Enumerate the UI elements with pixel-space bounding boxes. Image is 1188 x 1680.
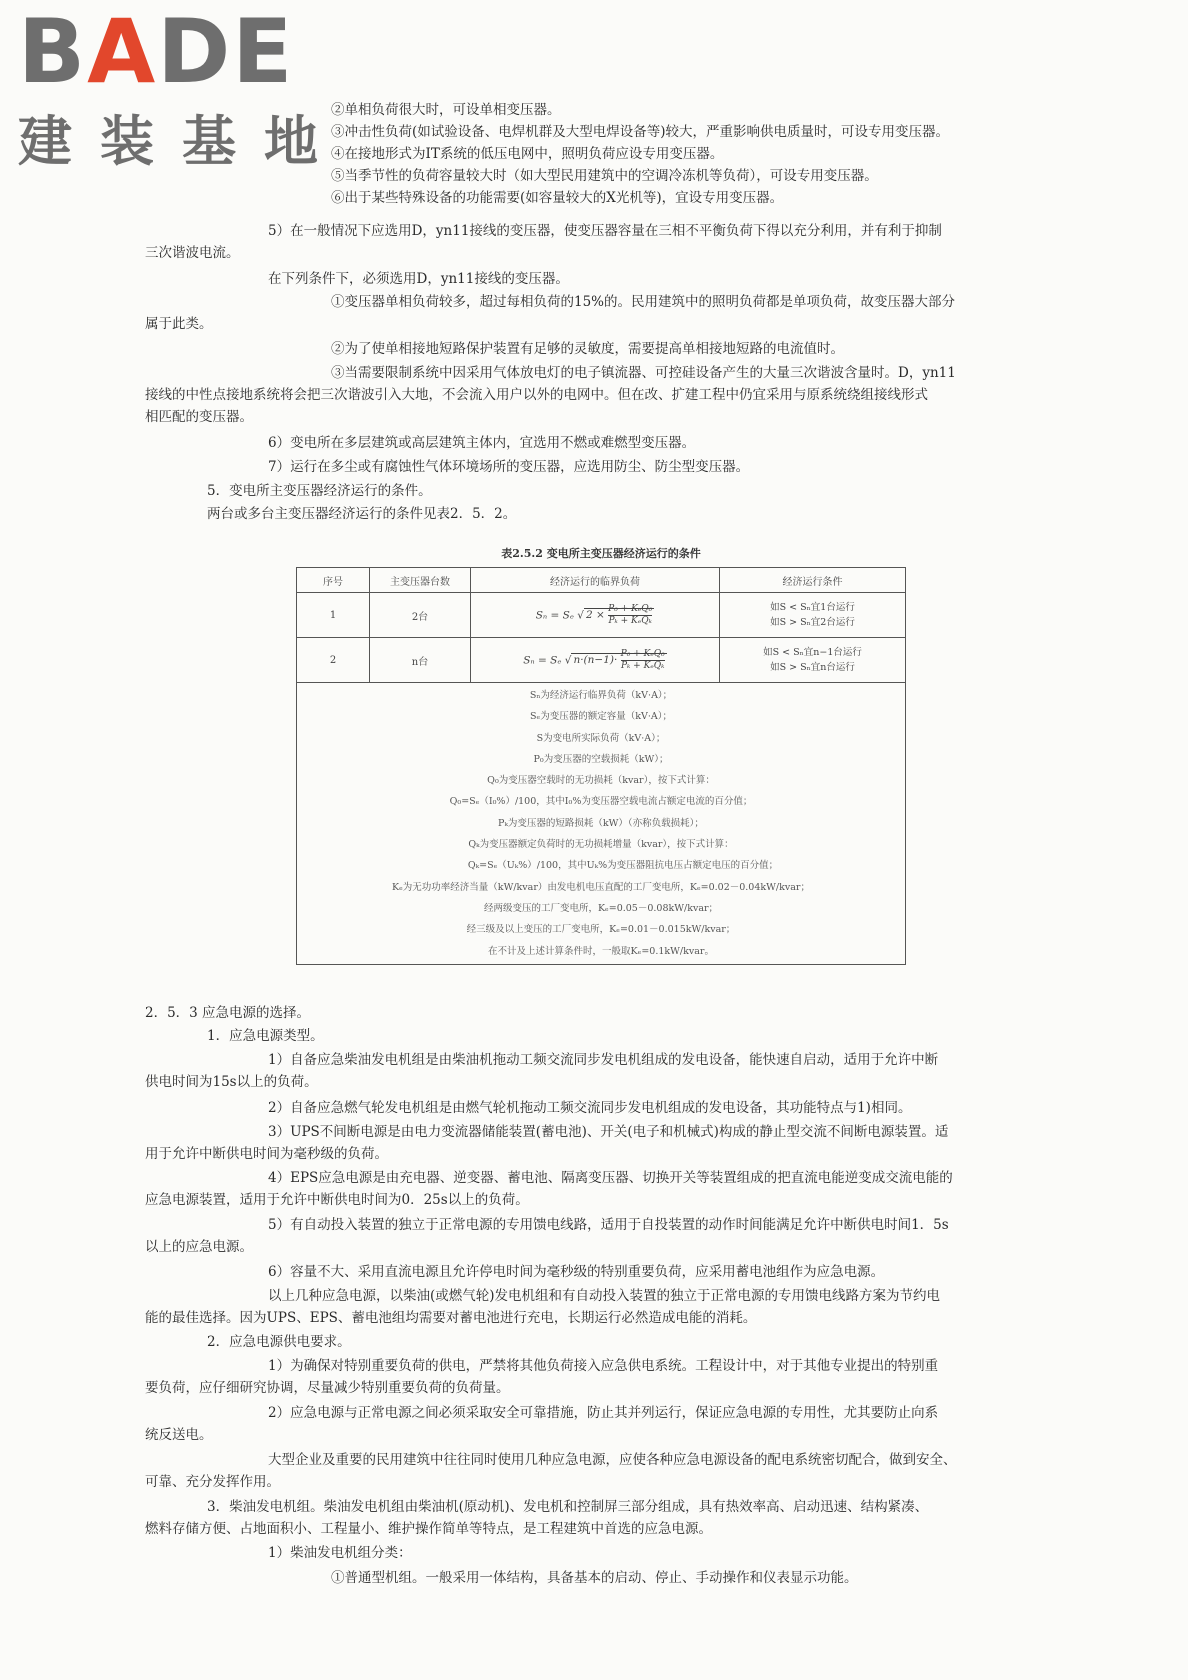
text-line: 3）UPS不间断电源是由电力变流器储能装置(蓄电池)、开关(电子和机械式)构成的静止型交流不间断电源装置。适 — [268, 1124, 949, 1140]
formula-lhs: Sₙ = Sₑ — [523, 654, 562, 666]
text-line: 1．应急电源类型。 — [207, 1028, 324, 1044]
note-line: P₀为变压器的空载损耗（kW）； — [533, 753, 669, 765]
cell-no: 1 — [297, 593, 370, 638]
economic-operation-table — [296, 567, 906, 965]
table-row — [297, 593, 906, 638]
header-no: 序号 — [297, 568, 370, 593]
sqrt-body — [571, 648, 666, 671]
sqrt-symbol: √ — [564, 654, 572, 666]
note-line: 经两级变压的工厂变电所，Kₑ=0.05－0.08kW/kvar； — [483, 902, 719, 914]
text-line: 4）EPS应急电源是由充电器、逆变器、蓄电池、隔离变压器、切换开关等装置组成的把直流电能逆变成交流电能的 — [268, 1170, 953, 1186]
cell-no: 2 — [297, 638, 370, 683]
text-line: 5）有自动投入装置的独立于正常电源的专用馈电线路，适用于自投装置的动作时间能满足允许中断供电时间1．5s — [268, 1217, 949, 1233]
note-line: Pₖ为变压器的短路损耗（kW）（亦称负载损耗）； — [498, 817, 704, 829]
note-line: Qₖ=Sₑ（Uₖ%）/100，其中Uₖ%为变压器阻抗电压占额定电压的百分值； — [467, 860, 779, 872]
text-line: 应急电源装置，适用于允许中断供电时间为0．25s以上的负荷。 — [145, 1192, 529, 1208]
table-header-row — [297, 568, 906, 593]
text-line: 2）自备应急燃气轮发电机组是由燃气轮机拖动工频交流同步发电机组成的发电设备，其功能特点与1)相同。 — [268, 1100, 912, 1116]
text-line: 相匹配的变压器。 — [145, 409, 253, 425]
cell-condition — [720, 593, 906, 638]
cell-count: n台 — [370, 638, 471, 683]
text-line: 1）为确保对特别重要负荷的供电，严禁将其他负荷接入应急供电系统。工程设计中，对于其他专业提出的特别重 — [268, 1358, 939, 1374]
cell-count: 2台 — [370, 593, 471, 638]
logo-letter-b: B — [18, 0, 88, 103]
text-line: 两台或多台主变压器经济运行的条件见表2．5．2。 — [207, 506, 517, 522]
note-line: Sₙ为经济运行临界负荷（kV·A）； — [529, 690, 673, 701]
logo-letters-de: DE — [157, 0, 295, 103]
fraction — [621, 649, 665, 672]
header-condition: 经济运行条件 — [720, 568, 906, 593]
text-line: ②单相负荷很大时，可设单相变压器。 — [331, 102, 561, 118]
note-line: Q₀为变压器空载时的无功损耗（kvar），按下式计算： — [487, 775, 715, 787]
text-line: 大型企业及重要的民用建筑中往往同时使用几种应急电源，应使各种应急电源设备的配电系统密切配合，做到安全、 — [268, 1452, 957, 1468]
formula-k: n·(n−1)· — [573, 654, 618, 666]
text-line: 供电时间为15s以上的负荷。 — [145, 1074, 318, 1090]
text-line: 6）变电所在多层建筑或高层建筑主体内，宜选用不燃或难燃型变压器。 — [268, 435, 696, 451]
cell-condition — [720, 638, 906, 683]
table-notes-row — [297, 683, 906, 965]
text-line: 可靠、充分发挥作用。 — [145, 1474, 280, 1490]
note-line: Sₑ为变压器的额定容量（kV·A）； — [530, 711, 672, 723]
text-line: 接线的中性点接地系统将会把三次谐波引入大地，不会流入用户以外的电网中。但在改、扩建工程中仍宜采用与原系统绕组接线形式 — [145, 387, 928, 403]
text-line: ③冲击性负荷(如试验设备、电焊机群及大型电焊设备等)较大，严重影响供电质量时，可设专用变压器。 — [331, 124, 950, 140]
fraction-denominator: Pₖ + KₑQₖ — [608, 615, 652, 626]
table-notes — [297, 683, 906, 965]
text-line: 2）应急电源与正常电源之间必须采取安全可靠措施，防止其并列运行，保证应急电源的专用性，尤其要防止向系 — [268, 1405, 939, 1421]
text-line: 燃料存储方便、占地面积小、工程量小、维护操作简单等特点，是工程建筑中首选的应急电源。 — [145, 1521, 712, 1537]
section-heading: 2．5．3 应急电源的选择。 — [145, 1005, 311, 1021]
text-line: 1）自备应急柴油发电机组是由柴油机拖动工频交流同步发电机组成的发电设备，能快速自启动，适用于允许中断 — [268, 1052, 939, 1068]
text-line: ①变压器单相负荷较多，超过每相负荷的15%的。民用建筑中的照明负荷都是单项负荷，故变压器大部分 — [331, 294, 956, 310]
logo-chinese: 建装基地 — [18, 110, 346, 173]
fraction-numerator: P₀ + KₑQ₀ — [620, 648, 665, 659]
note-line: S为变电所实际负荷（kV·A）； — [536, 732, 666, 744]
text-line: ⑤当季节性的负荷容量较大时（如大型民用建筑中的空调冷冻机等负荷），可设专用变压器。 — [331, 168, 878, 184]
table-row — [297, 638, 906, 683]
condition-line: 如S < Sₙ宜1台运行 — [770, 602, 855, 613]
sqrt-symbol: √ — [577, 609, 584, 621]
text-line: 要负荷，应仔细研究协调，尽量减少特别重要负荷的负荷量。 — [145, 1380, 510, 1396]
text-line: 3．柴油发电机组。柴油发电机组由柴油机(原动机)、发电机和控制屏三部分组成，具有热效率高、启动迅速、结构紧凑、 — [207, 1499, 929, 1515]
text-line: 属于此类。 — [145, 316, 213, 332]
text-line: ①普通型机组。一般采用一体结构，具备基本的启动、停止、手动操作和仪表显示功能。 — [331, 1570, 858, 1586]
header-count: 主变压器台数 — [370, 568, 471, 593]
sqrt-body — [584, 603, 654, 626]
note-line: 经三级及以上变压的工厂变电所，Kₑ=0.01－0.015kW/kvar； — [466, 924, 736, 936]
condition-line: 如S > Sₙ宜2台运行 — [770, 617, 855, 628]
logo-letter-a: A — [87, 0, 158, 103]
note-line: Kₑ为无功功率经济当量（kW/kvar）由发电机电压直配的工厂变电所，Kₑ=0.02－0.04kW/kvar； — [392, 881, 810, 893]
formula-lhs: Sₙ = Sₑ — [535, 609, 574, 621]
text-line: 三次谐波电流。 — [145, 245, 240, 261]
text-line: 用于允许中断供电时间为毫秒级的负荷。 — [145, 1146, 388, 1162]
fraction-denominator: Pₖ + KₑQₖ — [620, 660, 665, 671]
fraction-numerator: P₀ + KₑQ₀ — [608, 603, 653, 614]
note-line: Qₖ为变压器额定负荷时的无功损耗增量（kvar），按下式计算： — [468, 839, 734, 851]
text-line: 以上几种应急电源，以柴油(或燃气轮)发电机组和有自动投入装置的独立于正常电源的专用馈电线路方案为节约电 — [268, 1288, 941, 1304]
text-line: 能的最佳选择。因为UPS、EPS、蓄电池组均需要对蓄电池进行充电，长期运行必然造成电能的消耗。 — [145, 1310, 757, 1326]
text-line: 2．应急电源供电要求。 — [207, 1334, 351, 1350]
text-line: 统反送电。 — [145, 1427, 213, 1443]
table-caption: 表2.5.2 变电所主变压器经济运行的条件 — [501, 547, 701, 560]
note-line: 在不计及上述计算条件时，一般取Kₑ=0.1kW/kvar。 — [488, 945, 714, 957]
text-line: 5．变电所主变压器经济运行的条件。 — [207, 483, 432, 499]
text-line: ④在接地形式为IT系统的低压电网中，照明负荷应设专用变压器。 — [331, 146, 724, 162]
condition-line: 如S < Sₙ宜n−1台运行 — [763, 647, 862, 658]
text-line: 7）运行在多尘或有腐蚀性气体环境场所的变压器，应选用防尘、防尘型变压器。 — [268, 459, 750, 475]
table-2-5-2 — [296, 545, 906, 965]
text-line: ③当需要限制系统中因采用气体放电灯的电子镇流器、可控硅设备产生的大量三次谐波含量时。D，yn11 — [331, 365, 956, 381]
cell-formula — [471, 638, 720, 683]
condition-line: 如S > Sₙ宜n台运行 — [770, 662, 855, 673]
formula-k: 2 × — [585, 609, 605, 621]
bade-logo — [18, 0, 348, 178]
fraction — [608, 604, 652, 627]
logo-wordmark — [18, 0, 295, 103]
text-line: 6）容量不大、采用直流电源且允许停电时间为毫秒级的特别重要负荷，应采用蓄电池组作为应急电源。 — [268, 1264, 885, 1280]
text-line: ⑥出于某些特殊设备的功能需要(如容量较大的X光机等)，宜设专用变压器。 — [331, 190, 784, 206]
text-line: 1）柴油发电机组分类： — [268, 1545, 412, 1561]
header-critical-load: 经济运行的临界负荷 — [471, 568, 720, 593]
text-line: 5）在一般情况下应选用D，yn11接线的变压器，使变压器容量在三相不平衡负荷下得以充分利用，并有利于抑制 — [268, 223, 942, 239]
text-line: 以上的应急电源。 — [145, 1239, 253, 1255]
text-line: ②为了使单相接地短路保护装置有足够的灵敏度，需要提高单相接地短路的电流值时。 — [331, 341, 844, 357]
note-line: Q₀=Sₑ（I₀%）/100，其中I₀%为变压器空载电流占额定电流的百分值； — [449, 796, 753, 808]
text-line: 在下列条件下，必须选用D，yn11接线的变压器。 — [268, 271, 569, 287]
cell-formula — [471, 593, 720, 638]
